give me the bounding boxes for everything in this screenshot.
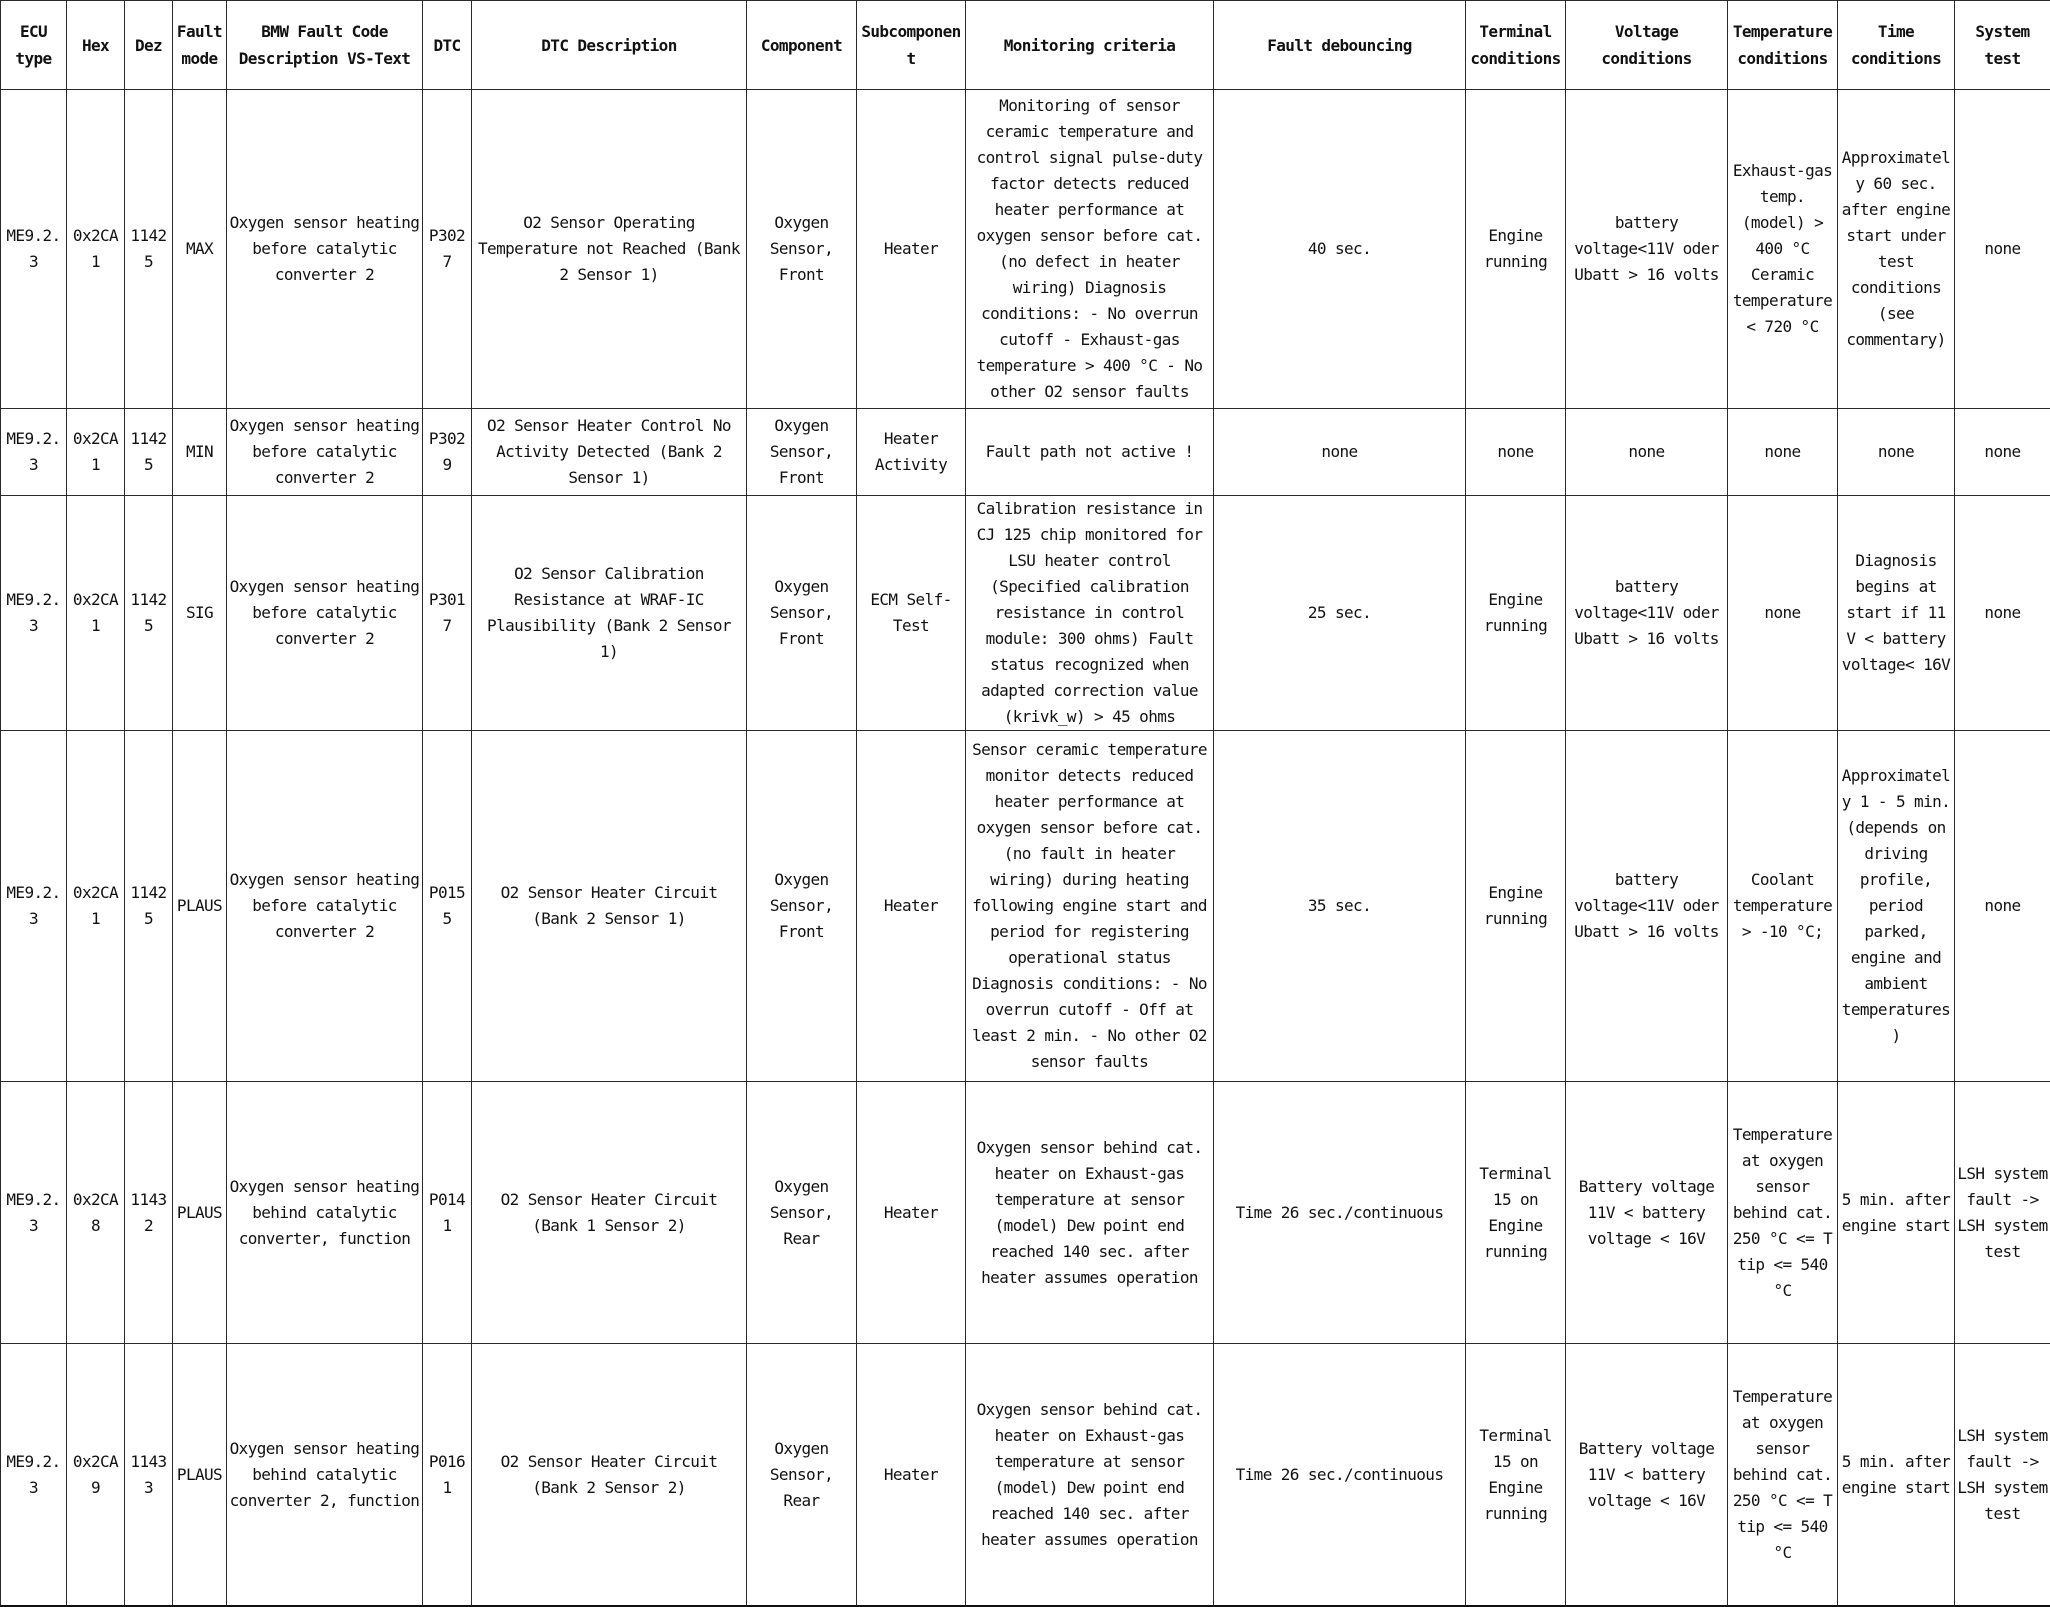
cell-temperature-conditions: none [1728,496,1838,731]
cell-voltage-conditions: battery voltage<11V oder Ubatt > 16 volts [1566,496,1728,731]
header-dtc: DTC [423,1,472,90]
header-dtc-description: DTC Description [472,1,747,90]
cell-time-conditions: 5 min. after engine start [1838,1082,1955,1344]
cell-monitoring-criteria: Fault path not active ! [966,409,1214,496]
cell-fault-mode: SIG [173,496,227,731]
cell-subcomponent: Heater [857,731,966,1082]
cell-bmw-description: Oxygen sensor heating behind catalytic converter 2, function [227,1344,423,1607]
cell-bmw-description: Oxygen sensor heating before catalytic converter 2 [227,90,423,409]
cell-subcomponent: Heater [857,1344,966,1607]
cell-time-conditions: none [1838,409,1955,496]
cell-terminal-conditions: Engine running [1466,90,1566,409]
cell-ecu-type: ME9.2.3 [1,1344,67,1607]
header-temperature-conditions: Temperature conditions [1728,1,1838,90]
cell-dtc-description: O2 Sensor Heater Circuit (Bank 1 Sensor 2) [472,1082,747,1344]
cell-monitoring-criteria: Oxygen sensor behind cat. heater on Exhaust-gas temperature at sensor (model) Dew point end reached 140 sec. after heater assumes operation [966,1082,1214,1344]
cell-component: Oxygen Sensor, Front [747,496,857,731]
cell-system-test: none [1955,409,2050,496]
cell-hex: 0x2CA1 [67,409,125,496]
cell-terminal-conditions: Engine running [1466,496,1566,731]
header-fault-mode: Fault mode [173,1,227,90]
cell-dez: 11425 [125,731,173,1082]
cell-hex: 0x2CA9 [67,1344,125,1607]
cell-system-test: LSH system fault -> LSH system test [1955,1344,2050,1607]
header-ecu-type: ECU type [1,1,67,90]
cell-dtc: P0141 [423,1082,472,1344]
header-system-test: System test [1955,1,2050,90]
cell-terminal-conditions: Engine running [1466,731,1566,1082]
cell-time-conditions: Diagnosis begins at start if 11 V < battery voltage< 16V [1838,496,1955,731]
table-row [1,496,2050,731]
cell-monitoring-criteria: Sensor ceramic temperature monitor detects reduced heater performance at oxygen sensor before cat. (no fault in heater wiring) during heating following engine start and period for registering operational status Diagnosis conditions: - No overrun cutoff - Off at least 2 min. - No other O2 sensor faults [966,731,1214,1082]
cell-fault-mode: PLAUS [173,1082,227,1344]
cell-system-test: none [1955,731,2050,1082]
header-component: Component [747,1,857,90]
cell-fault-mode: PLAUS [173,731,227,1082]
cell-dez: 11433 [125,1344,173,1607]
cell-dtc-description: O2 Sensor Heater Circuit (Bank 2 Sensor 1) [472,731,747,1082]
cell-temperature-conditions: none [1728,409,1838,496]
cell-time-conditions: Approximately 60 sec. after engine start under test conditions (see commentary) [1838,90,1955,409]
cell-temperature-conditions: Exhaust-gas temp. (model) > 400 °C Ceramic temperature < 720 °C [1728,90,1838,409]
cell-ecu-type: ME9.2.3 [1,731,67,1082]
cell-system-test: LSH system fault -> LSH system test [1955,1082,2050,1344]
cell-dtc: P0161 [423,1344,472,1607]
cell-fault-debouncing: 40 sec. [1214,90,1466,409]
cell-component: Oxygen Sensor, Rear [747,1344,857,1607]
cell-monitoring-criteria: Oxygen sensor behind cat. heater on Exhaust-gas temperature at sensor (model) Dew point end reached 140 sec. after heater assumes operation [966,1344,1214,1607]
cell-dez: 11425 [125,90,173,409]
cell-voltage-conditions: battery voltage<11V oder Ubatt > 16 volts [1566,90,1728,409]
cell-voltage-conditions: battery voltage<11V oder Ubatt > 16 volts [1566,731,1728,1082]
cell-ecu-type: ME9.2.3 [1,90,67,409]
table-row [1,731,2050,1082]
table-row [1,90,2050,409]
cell-fault-mode: MAX [173,90,227,409]
header-terminal-conditions: Terminal conditions [1466,1,1566,90]
cell-component: Oxygen Sensor, Front [747,409,857,496]
cell-component: Oxygen Sensor, Front [747,731,857,1082]
cell-system-test: none [1955,90,2050,409]
cell-fault-mode: PLAUS [173,1344,227,1607]
cell-voltage-conditions: Battery voltage 11V < battery voltage < 16V [1566,1082,1728,1344]
cell-terminal-conditions: Terminal 15 on Engine running [1466,1344,1566,1607]
table-row [1,409,2050,496]
header-monitoring-criteria: Monitoring criteria [966,1,1214,90]
cell-dtc-description: O2 Sensor Heater Circuit (Bank 2 Sensor 2) [472,1344,747,1607]
header-fault-debouncing: Fault debouncing [1214,1,1466,90]
cell-fault-debouncing: Time 26 sec./continuous [1214,1344,1466,1607]
cell-terminal-conditions: Terminal 15 on Engine running [1466,1082,1566,1344]
cell-fault-debouncing: Time 26 sec./continuous [1214,1082,1466,1344]
cell-hex: 0x2CA8 [67,1082,125,1344]
cell-temperature-conditions: Coolant temperature > -10 °C; [1728,731,1838,1082]
table-row [1,1082,2050,1344]
cell-bmw-description: Oxygen sensor heating before catalytic converter 2 [227,409,423,496]
cell-time-conditions: 5 min. after engine start [1838,1344,1955,1607]
cell-fault-debouncing: 35 sec. [1214,731,1466,1082]
cell-ecu-type: ME9.2.3 [1,409,67,496]
cell-hex: 0x2CA1 [67,496,125,731]
header-subcomponent: Subcomponent [857,1,966,90]
cell-dtc: P3029 [423,409,472,496]
cell-dez: 11425 [125,496,173,731]
cell-hex: 0x2CA1 [67,90,125,409]
header-hex: Hex [67,1,125,90]
cell-bmw-description: Oxygen sensor heating before catalytic converter 2 [227,731,423,1082]
cell-monitoring-criteria: Calibration resistance in CJ 125 chip monitored for LSU heater control (Specified calibration resistance in control module: 300 ohms) Fault status recognized when adapted correction value (krivk_w) > 45 ohms [966,496,1214,731]
header-dez: Dez [125,1,173,90]
cell-time-conditions: Approximately 1 - 5 min. (depends on driving profile, period parked, engine and ambient temperatures) [1838,731,1955,1082]
cell-temperature-conditions: Temperature at oxygen sensor behind cat. 250 °C <= T tip <= 540 °C [1728,1082,1838,1344]
cell-component: Oxygen Sensor, Front [747,90,857,409]
cell-bmw-description: Oxygen sensor heating before catalytic converter 2 [227,496,423,731]
cell-dtc-description: O2 Sensor Operating Temperature not Reached (Bank 2 Sensor 1) [472,90,747,409]
cell-fault-mode: MIN [173,409,227,496]
cell-subcomponent: Heater Activity [857,409,966,496]
cell-subcomponent: ECM Self-Test [857,496,966,731]
cell-dez: 11432 [125,1082,173,1344]
table-row [1,1344,2050,1607]
cell-subcomponent: Heater [857,90,966,409]
cell-component: Oxygen Sensor, Rear [747,1082,857,1344]
header-time-conditions: Time conditions [1838,1,1955,90]
cell-ecu-type: ME9.2.3 [1,1082,67,1344]
cell-temperature-conditions: Temperature at oxygen sensor behind cat. 250 °C <= T tip <= 540 °C [1728,1344,1838,1607]
cell-terminal-conditions: none [1466,409,1566,496]
header-row [1,1,2050,90]
cell-voltage-conditions: none [1566,409,1728,496]
cell-system-test: none [1955,496,2050,731]
cell-dtc: P3017 [423,496,472,731]
cell-dez: 11425 [125,409,173,496]
header-voltage-conditions: Voltage conditions [1566,1,1728,90]
cell-ecu-type: ME9.2.3 [1,496,67,731]
cell-fault-debouncing: none [1214,409,1466,496]
cell-fault-debouncing: 25 sec. [1214,496,1466,731]
cell-monitoring-criteria: Monitoring of sensor ceramic temperature and control signal pulse-duty factor detects reduced heater performance at oxygen sensor before cat. (no defect in heater wiring) Diagnosis conditions: - No overrun cutoff - Exhaust-gas temperature > 400 °C - No other O2 sensor faults [966,90,1214,409]
cell-bmw-description: Oxygen sensor heating behind catalytic converter, function [227,1082,423,1344]
cell-subcomponent: Heater [857,1082,966,1344]
cell-dtc-description: O2 Sensor Calibration Resistance at WRAF-IC Plausibility (Bank 2 Sensor 1) [472,496,747,731]
cell-hex: 0x2CA1 [67,731,125,1082]
cell-dtc-description: O2 Sensor Heater Control No Activity Detected (Bank 2 Sensor 1) [472,409,747,496]
cell-voltage-conditions: Battery voltage 11V < battery voltage < 16V [1566,1344,1728,1607]
header-bmw-description: BMW Fault Code Description VS-Text [227,1,423,90]
cell-dtc: P3027 [423,90,472,409]
cell-dtc: P0155 [423,731,472,1082]
